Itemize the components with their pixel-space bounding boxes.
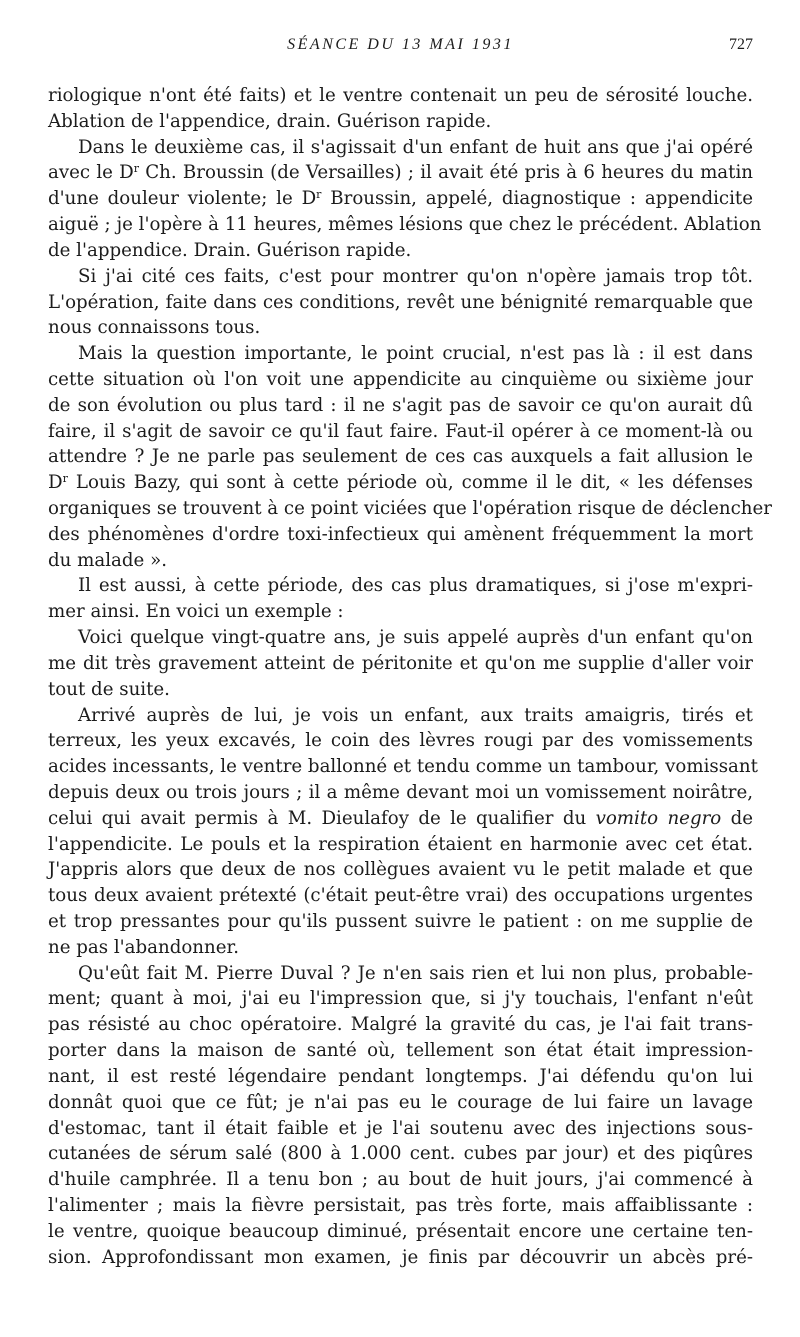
text-line: Arrivé auprès de lui, je vois un enfant, aux traits amaigris, tirés et: [78, 704, 753, 726]
text-line: depuis deux ou trois jours ; il a même devant moi un vomissement noirâtre,: [48, 781, 753, 803]
text-line: Il est aussi, à cette période, des cas plus dramatiques, si j'ose m'expri-: [78, 575, 753, 597]
text-line: riologique n'ont été faits) et le ventre contenait un peu de sérosité louche.: [48, 85, 753, 106]
text-line: nant, il est resté légendaire pendant longtemps. J'ai défendu qu'on lui: [48, 1065, 753, 1087]
text-line: le ventre, quoique beaucoup diminué, présentait encore une certaine ten-: [48, 1220, 753, 1242]
text-line: avec le $D^r$ Ch. Broussin (de Versailles) ; il avait été pris à 6 heures du matin: [48, 162, 753, 184]
text-line: du malade ».: [48, 549, 167, 571]
header-title: SÉANCE DU 13 MAI 1931: [287, 36, 514, 53]
text-line: nous connaissons tous.: [48, 317, 261, 339]
text-line: Si j'ai cité ces faits, c'est pour montrer qu'on n'opère jamais trop tôt.: [78, 265, 753, 287]
text-line: pas résisté au choc opératoire. Malgré la gravité du cas, je l'ai fait trans-: [48, 1014, 753, 1036]
text-line: l'appendicite. Le pouls et la respiration étaient en harmonie avec cet état.: [48, 833, 753, 855]
text-line: d'huile camphrée. Il a tenu bon ; au bout de huit jours, j'ai commencé à: [48, 1169, 753, 1191]
text-line: tous deux avaient prétexté (c'était peut-être vrai) des occupations urgentes: [48, 885, 753, 907]
body-text: [48, 83, 772, 1270]
running-header: [48, 36, 753, 60]
text-line: donnât quoi que ce fût; je n'ai pas eu le courage de lui faire un lavage: [48, 1091, 753, 1113]
page-number: 727: [729, 36, 753, 53]
text-line: de son évolution ou plus tard : il ne s'agit pas de savoir ce qu'on aurait dû: [48, 394, 753, 416]
text-line: des phénomènes d'ordre toxi-infectieux qui amènent fréquemment la mort: [48, 523, 753, 545]
text-line: Mais la question importante, le point crucial, n'est pas là : il est dans: [78, 343, 753, 365]
text-line: L'opération, faite dans ces conditions, revêt une bénignité remarquable que: [48, 291, 753, 313]
text-line: celui qui avait permis à M. Dieulafoy de le qualifier du vomito negro de: [48, 807, 754, 829]
text-line: et trop pressantes pour qu'ils pussent suivre le patient : on me supplie de: [48, 911, 753, 932]
text-line: de l'appendice. Drain. Guérison rapide.: [48, 239, 412, 261]
text-line: J'appris alors que deux de nos collègues avaient vu le petit malade et que: [48, 859, 753, 881]
text-line: attendre ? Je ne parle pas seulement de ces cas auxquels a fait allusion le: [48, 446, 753, 468]
text-line: cette situation où l'on voit une appendicite au cinquième ou sixième jour: [48, 368, 753, 390]
text-line: me dit très gravement atteint de péritonite et qu'on me supplie d'aller voir: [48, 652, 753, 674]
text-line: ment; quant à moi, j'ai eu l'impression que, si j'y touchais, l'enfant n'eût: [48, 988, 753, 1010]
text-line: $D^r$ Louis Bazy, qui sont à cette période où, comme il le dit, « les défenses: [48, 472, 753, 494]
text-line: cutanées de sérum salé (800 à 1.000 cent. cubes par jour) et des piqûres: [48, 1143, 753, 1165]
text-line: organiques se trouvent à ce point viciées que l'opération risque de déclencher: [48, 498, 772, 519]
text-line: faire, il s'agit de savoir ce qu'il faut faire. Faut-il opérer à ce moment-là ou: [48, 420, 753, 442]
text-line: acides incessants, le ventre ballonné et tendu comme un tambour, vomissant: [48, 756, 758, 778]
text-line: tout de suite.: [48, 678, 170, 700]
text-line: Ablation de l'appendice, drain. Guérison rapide.: [48, 110, 492, 132]
text-line: Qu'eût fait M. Pierre Duval ? Je n'en sais rien et lui non plus, probable-: [78, 962, 753, 984]
text-line: sion. Approfondissant mon examen, je finis par découvrir un abcès pré-: [48, 1246, 753, 1268]
text-line: d'une douleur violente; le $D^r$ Broussin, appelé, diagnostique : appendicite: [48, 188, 753, 210]
text-line: Voici quelque vingt-quatre ans, je suis appelé auprès d'un enfant qu'on: [78, 627, 753, 649]
text-line: ne pas l'abandonner.: [48, 936, 239, 958]
text-line: porter dans la maison de santé où, tellement son état était impression-: [48, 1040, 753, 1062]
text-line: terreux, les yeux excavés, le coin des lèvres rougi par des vomissements: [48, 730, 753, 752]
text-line: l'alimenter ; mais la fièvre persistait, pas très forte, mais affaiblissante :: [48, 1194, 753, 1216]
text-line: aiguë ; je l'opère à 11 heures, mêmes lésions que chez le précédent. Ablation: [48, 214, 762, 236]
text-line: d'estomac, tant il était faible et je l'ai soutenu avec des injections sous-: [48, 1117, 753, 1139]
text-line: mer ainsi. En voici un exemple :: [48, 601, 344, 623]
text-line: Dans le deuxième cas, il s'agissait d'un enfant de huit ans que j'ai opéré: [78, 136, 753, 158]
